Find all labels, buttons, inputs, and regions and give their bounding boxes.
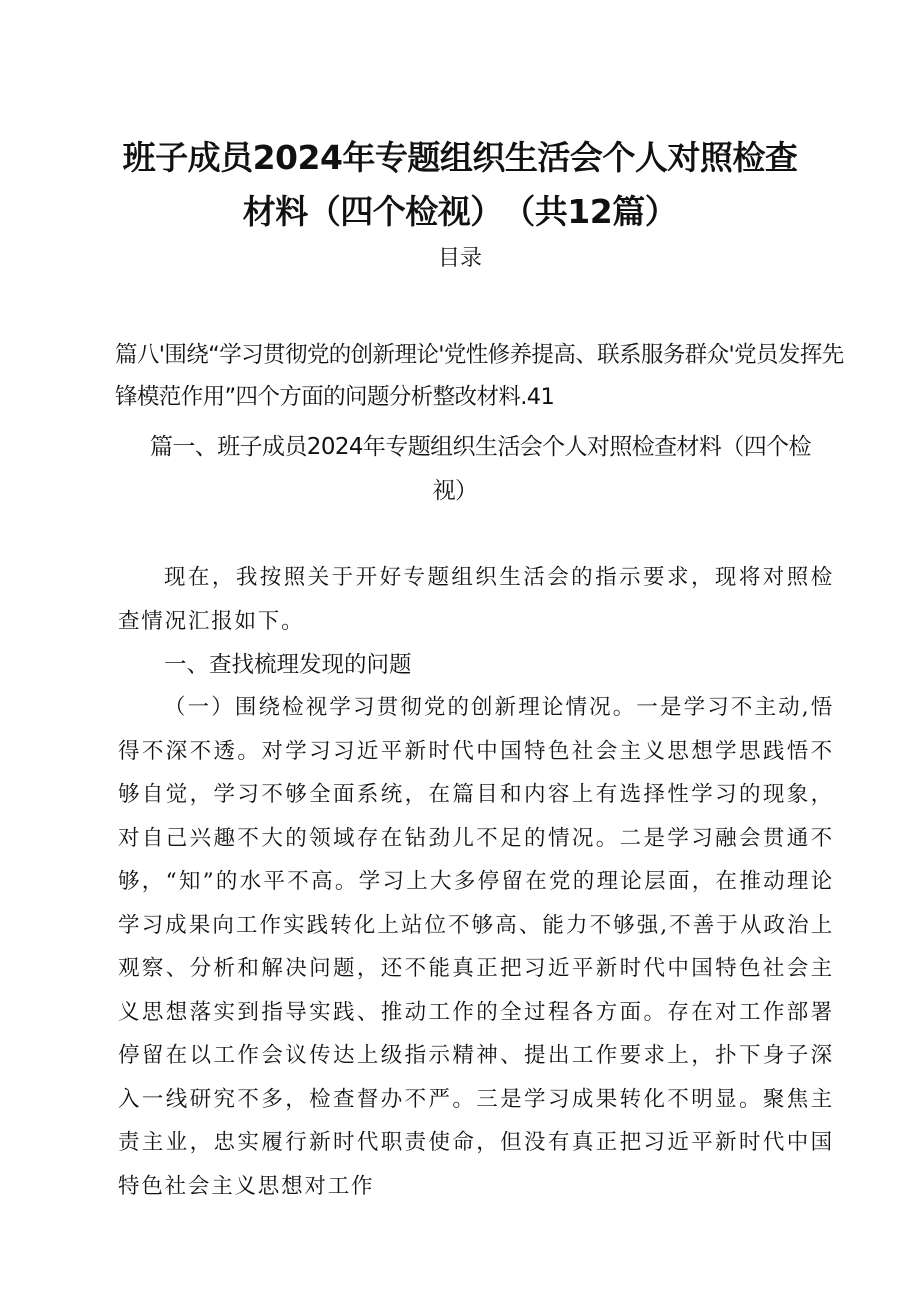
- document-title-line-2: 材料（四个检视） （共12篇）: [242, 192, 678, 231]
- section-heading: [150, 425, 850, 513]
- section-heading-line-2: 视）: [432, 478, 478, 504]
- section-heading-line-1: 篇一、班子成员2024年专题组织生活会个人对照检查材料（四个检: [150, 434, 811, 460]
- body-paragraph: （一）围绕检视学习贯彻党的创新理论情况。一是学习不主动,悟得不深不透。对学习习近平新时代中国特色社会主义思想学思践悟不够自觉，学习不够全面系统，在篇目和内容上有选择性学习的现象，对自己兴趣不大的领域存在钻劲儿不足的情况。二是学习融会贯通不够，“知”的水平不高。学习上大多停留在党的理论层面，在推动理论学习成果向工作实践转化上站位不够高、能力不够强,不善于从政治上观察、分析和解决问题，还不能真正把习近平新时代中国特色社会主义思想落实到指导实践、推动工作的全过程各方面。存在对工作部署停留在以工作会议传达上级指示精神、提出工作要求上，扑下身子深入一线研究不多，检查督办不严。三是学习成果转化不明显。聚焦主责主业，忠实履行新时代职责使命，但没有真正把习近平新时代中国特色社会主义思想对工作: [118, 695, 834, 1199]
- toc-entry: 篇八'围绕“学习贯彻党的创新理论'党性修养提高、联系服务群众'党员发挥先锋模范作用”四个方面的问题分析整改材料.41: [115, 342, 844, 410]
- document-title-line-1: 班子成员2024年专题组织生活会个人对照检查: [122, 138, 798, 177]
- intro-paragraph: 现在，我按照关于开好专题组织生活会的指示要求，现将对照检查情况汇报如下。: [118, 565, 834, 634]
- heading-one: 一、查找梳理发现的问题: [164, 652, 412, 678]
- toc-title: 目录: [437, 246, 482, 271]
